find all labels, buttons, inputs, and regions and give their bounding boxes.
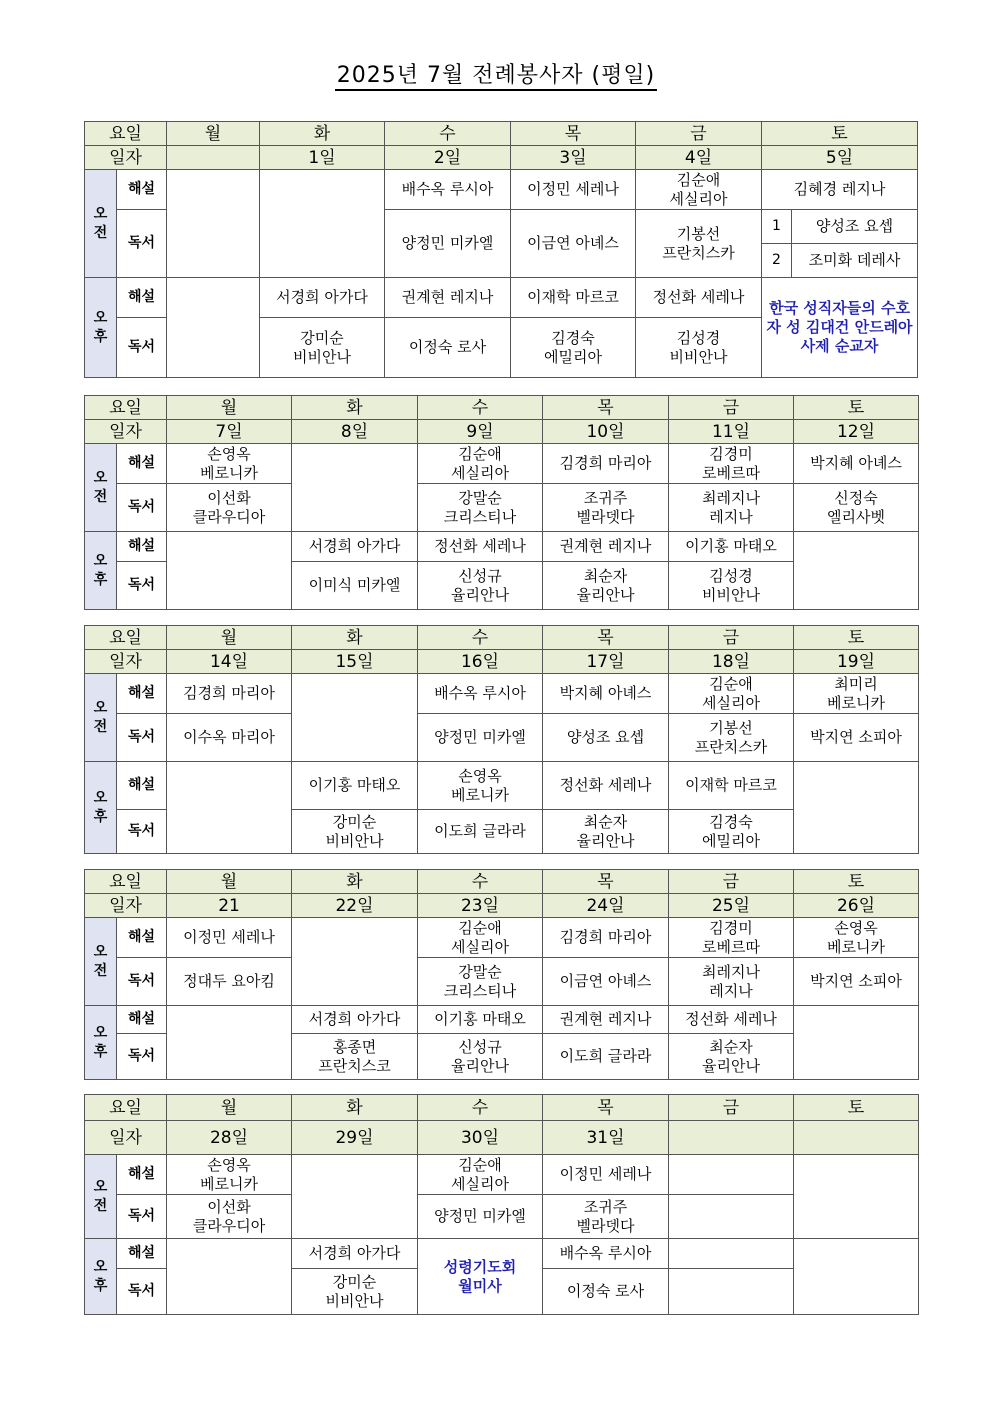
- date-cell: 31일: [543, 1121, 669, 1155]
- pm-commentary-cell: 권계현 레지나: [385, 278, 511, 318]
- am-reading-cell: 양정민 미카엘: [385, 210, 511, 278]
- date-cell: [167, 146, 260, 170]
- pm-reading-cell: 이도희 글라라: [543, 1034, 669, 1080]
- pm-reading-cell: 김성경 비비안나: [636, 318, 762, 378]
- pm-label: 오 후: [85, 762, 117, 854]
- am-reading-cell: 기봉선 프란치스카: [669, 714, 794, 762]
- day-tue: 화: [292, 1095, 418, 1121]
- am-commentary-cell: 김순애 세실리아: [669, 674, 794, 714]
- sat-pm-empty: [794, 762, 919, 854]
- am-commentary-cell: 이정민 세레나: [511, 170, 636, 210]
- pm-commentary-cell: 이재학 마르코: [669, 762, 794, 810]
- day-sat: 토: [794, 870, 919, 894]
- reading-label: 독서: [117, 484, 167, 532]
- date-cell: [669, 1121, 794, 1155]
- pm-reading-cell: 김성경 비비안나: [669, 562, 794, 610]
- fri-am-empty: [669, 1155, 794, 1195]
- am-commentary-cell: 박지혜 아녜스: [543, 674, 669, 714]
- pm-reading-cell: 최순자 율리안나: [543, 810, 669, 854]
- sat-pm-empty: [794, 532, 919, 610]
- day-mon: 월: [167, 870, 292, 894]
- date-cell: 29일: [292, 1121, 418, 1155]
- day-tue: 화: [292, 626, 418, 650]
- day-tue: 화: [292, 396, 418, 420]
- am-commentary-cell: 이정민 세레나: [167, 918, 292, 958]
- am-reading-cell: 신정숙 엘리사벳: [794, 484, 919, 532]
- am-reading-cell: 조귀주 벨라뎃다: [543, 1195, 669, 1239]
- date-cell: 30일: [418, 1121, 543, 1155]
- date-cell: 23일: [418, 894, 543, 918]
- am-reading-cell: 양정민 미카엘: [418, 714, 543, 762]
- day-sat: 토: [794, 626, 919, 650]
- pm-commentary-cell: 손영옥 베로니카: [418, 762, 543, 810]
- am-reading-cell: 양성조 요셉: [543, 714, 669, 762]
- day-thu: 목: [543, 1095, 669, 1121]
- am-label: 오 전: [85, 918, 117, 1006]
- week-4-table: [84, 869, 919, 1080]
- day-fri: 금: [636, 122, 762, 146]
- day-thu: 목: [543, 626, 669, 650]
- am-label: 오 전: [85, 1155, 117, 1239]
- commentary-label: 해설: [117, 1006, 167, 1034]
- date-cell: 8일: [292, 420, 418, 444]
- pm-reading-cell: 이정숙 로사: [385, 318, 511, 378]
- sat-pm-empty: [794, 1006, 919, 1080]
- commentary-label: 해설: [117, 1239, 167, 1269]
- day-tue: 화: [292, 870, 418, 894]
- pm-reading-cell: 강미순 비비안나: [292, 1269, 418, 1315]
- pm-reading-cell: 신성규 율리안나: [418, 562, 543, 610]
- sat-reader-name: 양성조 요셉: [792, 210, 918, 244]
- mon-pm-empty: [167, 1006, 292, 1080]
- date-header-label: 일자: [85, 894, 167, 918]
- day-sat: 토: [762, 122, 918, 146]
- commentary-label: 해설: [117, 532, 167, 562]
- date-cell: 1일: [260, 146, 385, 170]
- commentary-label: 해설: [117, 762, 167, 810]
- pm-label: 오 후: [85, 532, 117, 610]
- am-reading-cell: 이금연 아녜스: [511, 210, 636, 278]
- pm-commentary-cell: 서경희 아가다: [292, 1006, 418, 1034]
- am-label: 오 전: [85, 170, 117, 278]
- fri-pm-empty: [669, 1269, 794, 1315]
- pm-reading-cell: 김경숙 에밀리아: [511, 318, 636, 378]
- reading-label: 독서: [117, 714, 167, 762]
- date-cell: 18일: [669, 650, 794, 674]
- feast-note: 한국 성직자들의 수호자 성 김대건 안드레아 사제 순교자: [762, 278, 918, 378]
- pm-label: 오 후: [85, 1006, 117, 1080]
- am-commentary-cell: 손영옥 베로니카: [167, 1155, 292, 1195]
- am-commentary-cell: 김순애 세실리아: [418, 918, 543, 958]
- am-reading-cell: 이선화 클라우디아: [167, 484, 292, 532]
- week-5-table: [84, 1094, 919, 1315]
- am-reading-cell: 이금연 아녜스: [543, 958, 669, 1006]
- reading-label: 독서: [117, 810, 167, 854]
- pm-commentary-cell: 배수옥 루시아: [543, 1239, 669, 1269]
- pm-label: 오 후: [85, 1239, 117, 1315]
- day-mon: 월: [167, 396, 292, 420]
- reading-label: 독서: [117, 1195, 167, 1239]
- commentary-label: 해설: [117, 170, 167, 210]
- day-wed: 수: [385, 122, 511, 146]
- pm-commentary-cell: 정선화 세레나: [543, 762, 669, 810]
- am-commentary-cell: 손영옥 베로니카: [167, 444, 292, 484]
- day-header-label: 요일: [85, 870, 167, 894]
- sat-am-empty: [794, 1155, 919, 1239]
- pm-reading-cell: 이미식 미카엘: [292, 562, 418, 610]
- am-commentary-cell: 김경미 로베르따: [669, 918, 794, 958]
- date-cell: 7일: [167, 420, 292, 444]
- reading-label: 독서: [117, 562, 167, 610]
- pm-reading-cell: 최순자 율리안나: [543, 562, 669, 610]
- date-cell: 3일: [511, 146, 636, 170]
- week-1-table: [84, 121, 918, 378]
- date-cell: 12일: [794, 420, 919, 444]
- am-commentary-cell: 김경희 마리아: [543, 918, 669, 958]
- date-cell: 9일: [418, 420, 543, 444]
- day-thu: 목: [511, 122, 636, 146]
- am-reading-cell: 최레지나 레지나: [669, 958, 794, 1006]
- pm-reading-cell: 이도희 글라라: [418, 810, 543, 854]
- am-reading-cell: 강말순 크리스티나: [418, 958, 543, 1006]
- sat-reader-number: 2: [762, 244, 792, 278]
- am-commentary-cell: 배수옥 루시아: [385, 170, 511, 210]
- pm-commentary-cell: 서경희 아가다: [260, 278, 385, 318]
- mon-pm-empty: [167, 278, 260, 378]
- day-header-label: 요일: [85, 1095, 167, 1121]
- pm-commentary-cell: 이기홍 마태오: [418, 1006, 543, 1034]
- date-cell: 28일: [167, 1121, 292, 1155]
- tue-am-empty: [292, 444, 418, 532]
- fri-am-empty: [669, 1195, 794, 1239]
- date-header-label: 일자: [85, 1121, 167, 1155]
- mon-pm-empty: [167, 1239, 292, 1315]
- commentary-label: 해설: [117, 674, 167, 714]
- pm-reading-cell: 김경숙 에밀리아: [669, 810, 794, 854]
- date-cell: 2일: [385, 146, 511, 170]
- mon-pm-empty: [167, 532, 292, 610]
- day-sat: 토: [794, 396, 919, 420]
- sat-reader-name: 조미화 데레사: [792, 244, 918, 278]
- date-cell: 24일: [543, 894, 669, 918]
- pm-commentary-cell: 이기홍 마태오: [292, 762, 418, 810]
- am-reading-cell: 박지연 소피아: [794, 714, 919, 762]
- am-reading-cell: 정대두 요아킴: [167, 958, 292, 1006]
- day-fri: 금: [669, 396, 794, 420]
- week-3-table: [84, 625, 919, 854]
- date-cell: 15일: [292, 650, 418, 674]
- pm-reading-cell: 홍종면 프란치스코: [292, 1034, 418, 1080]
- date-cell: 21: [167, 894, 292, 918]
- pm-commentary-cell: 서경희 아가다: [292, 1239, 418, 1269]
- am-reading-cell: 강말순 크리스티나: [418, 484, 543, 532]
- day-wed: 수: [418, 396, 543, 420]
- am-commentary-cell: 최미리 베로니카: [794, 674, 919, 714]
- date-cell: [794, 1121, 919, 1155]
- mon-am-empty: [167, 170, 260, 278]
- date-cell: 22일: [292, 894, 418, 918]
- day-fri: 금: [669, 870, 794, 894]
- tue-am-empty: [260, 170, 385, 278]
- pm-reading-cell: 신성규 율리안나: [418, 1034, 543, 1080]
- pm-reading-cell: 강미순 비비안나: [260, 318, 385, 378]
- pm-commentary-cell: 서경희 아가다: [292, 532, 418, 562]
- am-reading-cell: 양정민 미카엘: [418, 1195, 543, 1239]
- day-mon: 월: [167, 1095, 292, 1121]
- tue-am-empty: [292, 1155, 418, 1239]
- sat-reader-number: 1: [762, 210, 792, 244]
- prayer-meeting-note: 성령기도회 월미사: [418, 1239, 543, 1315]
- date-cell: 16일: [418, 650, 543, 674]
- fri-pm-empty: [669, 1239, 794, 1269]
- date-cell: 19일: [794, 650, 919, 674]
- date-header-label: 일자: [85, 420, 167, 444]
- day-fri: 금: [669, 1095, 794, 1121]
- reading-label: 독서: [117, 318, 167, 378]
- pm-commentary-cell: 이재학 마르코: [511, 278, 636, 318]
- pm-commentary-cell: 권계현 레지나: [543, 1006, 669, 1034]
- pm-commentary-cell: 이기홍 마태오: [669, 532, 794, 562]
- tue-am-empty: [292, 918, 418, 1006]
- pm-commentary-cell: 정선화 세레나: [418, 532, 543, 562]
- am-commentary-cell: 김경미 로베르따: [669, 444, 794, 484]
- day-thu: 목: [543, 396, 669, 420]
- date-header-label: 일자: [85, 650, 167, 674]
- date-cell: 26일: [794, 894, 919, 918]
- commentary-label: 해설: [117, 444, 167, 484]
- pm-reading-cell: 이정숙 로사: [543, 1269, 669, 1315]
- day-header-label: 요일: [85, 396, 167, 420]
- day-fri: 금: [669, 626, 794, 650]
- am-commentary-cell: 이정민 세레나: [543, 1155, 669, 1195]
- date-cell: 25일: [669, 894, 794, 918]
- am-reading-cell: 최레지나 레지나: [669, 484, 794, 532]
- mon-pm-empty: [167, 762, 292, 854]
- day-header-label: 요일: [85, 122, 167, 146]
- pm-label: 오 후: [85, 278, 117, 378]
- day-sat: 토: [794, 1095, 919, 1121]
- reading-label: 독서: [117, 210, 167, 278]
- reading-label: 독서: [117, 958, 167, 1006]
- date-cell: 11일: [669, 420, 794, 444]
- day-wed: 수: [418, 870, 543, 894]
- am-commentary-cell: 박지혜 아녜스: [794, 444, 919, 484]
- day-thu: 목: [543, 870, 669, 894]
- sat-pm-empty: [794, 1239, 919, 1315]
- am-label: 오 전: [85, 444, 117, 532]
- day-mon: 월: [167, 626, 292, 650]
- am-commentary-cell: 김순애 세실리아: [418, 444, 543, 484]
- am-commentary-cell: 김경희 마리아: [543, 444, 669, 484]
- pm-commentary-cell: 정선화 세레나: [636, 278, 762, 318]
- pm-reading-cell: 강미순 비비안나: [292, 810, 418, 854]
- tue-am-empty: [292, 674, 418, 762]
- date-cell: 5일: [762, 146, 918, 170]
- day-header-label: 요일: [85, 626, 167, 650]
- am-label: 오 전: [85, 674, 117, 762]
- am-reading-cell: 이선화 클라우디아: [167, 1195, 292, 1239]
- date-cell: 10일: [543, 420, 669, 444]
- am-reading-cell: 박지연 소피아: [794, 958, 919, 1006]
- reading-label: 독서: [117, 1269, 167, 1315]
- pm-commentary-cell: 정선화 세레나: [669, 1006, 794, 1034]
- date-cell: 17일: [543, 650, 669, 674]
- am-commentary-cell: 김혜경 레지나: [762, 170, 918, 210]
- day-tue: 화: [260, 122, 385, 146]
- date-header-label: 일자: [85, 146, 167, 170]
- am-reading-cell: 이수옥 마리아: [167, 714, 292, 762]
- date-cell: 14일: [167, 650, 292, 674]
- week-2-table: [84, 395, 919, 610]
- am-reading-cell: 기봉선 프란치스카: [636, 210, 762, 278]
- page-title: 2025년 7월 전례봉사자 (평일): [0, 58, 992, 89]
- date-cell: 4일: [636, 146, 762, 170]
- commentary-label: 해설: [117, 1155, 167, 1195]
- am-commentary-cell: 김순애 세실리아: [636, 170, 762, 210]
- reading-label: 독서: [117, 1034, 167, 1080]
- am-commentary-cell: 김순애 세실리아: [418, 1155, 543, 1195]
- day-wed: 수: [418, 1095, 543, 1121]
- pm-reading-cell: 최순자 율리안나: [669, 1034, 794, 1080]
- pm-commentary-cell: 권계현 레지나: [543, 532, 669, 562]
- day-wed: 수: [418, 626, 543, 650]
- commentary-label: 해설: [117, 278, 167, 318]
- am-commentary-cell: 손영옥 베로니카: [794, 918, 919, 958]
- am-reading-cell: 조귀주 벨라뎃다: [543, 484, 669, 532]
- am-commentary-cell: 김경희 마리아: [167, 674, 292, 714]
- day-mon: 월: [167, 122, 260, 146]
- commentary-label: 해설: [117, 918, 167, 958]
- am-commentary-cell: 배수옥 루시아: [418, 674, 543, 714]
